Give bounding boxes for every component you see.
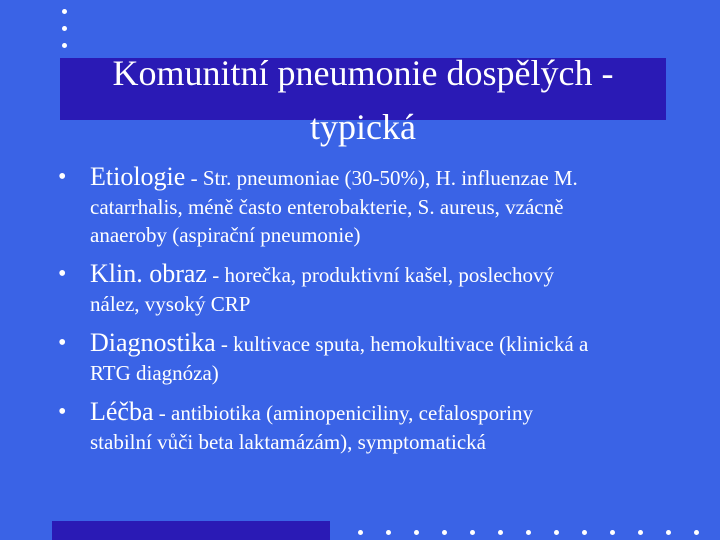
bullet-continuation: catarrhalis, méně často enterobakterie, S. aureus, vzácně xyxy=(90,195,564,219)
bullet-text: - horečka, produktivní kašel, poslechový xyxy=(206,263,554,287)
bullet-continuation: nález, vysoký CRP xyxy=(90,292,251,316)
bullet-continuation: stabilní vůči beta laktamázám), symptomatická xyxy=(90,430,486,454)
title-line-2: typická xyxy=(310,107,416,147)
bullet-heading: Diagnostika xyxy=(90,328,216,357)
decorative-dot xyxy=(470,530,475,535)
decorative-dot xyxy=(442,530,447,535)
decorative-dot xyxy=(526,530,531,535)
bullet-heading: Klin. obraz xyxy=(90,259,207,288)
bullet-icon: • xyxy=(58,261,67,287)
bullet-heading: Etiologie xyxy=(90,162,186,191)
decorative-dot xyxy=(694,530,699,535)
decorative-dot xyxy=(610,530,615,535)
bullet-continuation: anaeroby (aspirační pneumonie) xyxy=(90,223,361,247)
bullet-icon: • xyxy=(58,399,67,425)
bullet-item-etiologie xyxy=(58,162,698,249)
decorative-dot xyxy=(414,530,419,535)
decorative-dot xyxy=(666,530,671,535)
decorative-dot xyxy=(358,530,363,535)
slide-title xyxy=(60,46,666,154)
decorative-dot xyxy=(386,530,391,535)
bullet-text: - Str. pneumoniae (30-50%), H. influenzae M. xyxy=(185,166,578,190)
bullet-item-klin-obraz xyxy=(58,259,698,318)
decorative-dot xyxy=(638,530,643,535)
bottom-bar xyxy=(52,521,330,540)
bullet-icon: • xyxy=(58,164,67,190)
bullet-text: - antibiotika (aminopeniciliny, cefalosporiny xyxy=(153,401,533,425)
bullet-text: - kultivace sputa, hemokultivace (klinická a xyxy=(215,332,589,356)
bullet-item-lecba xyxy=(58,397,698,456)
bullet-heading: Léčba xyxy=(90,397,154,426)
decorative-dot xyxy=(62,26,67,31)
bullet-icon: • xyxy=(58,330,67,356)
decorative-dot xyxy=(582,530,587,535)
decorative-dot xyxy=(62,9,67,14)
decorative-dot xyxy=(554,530,559,535)
title-line-1: Komunitní pneumonie dospělých - xyxy=(112,53,614,93)
decorative-dot xyxy=(498,530,503,535)
bullet-continuation: RTG diagnóza) xyxy=(90,361,219,385)
bullet-list xyxy=(58,162,698,466)
bullet-item-diagnostika xyxy=(58,328,698,387)
